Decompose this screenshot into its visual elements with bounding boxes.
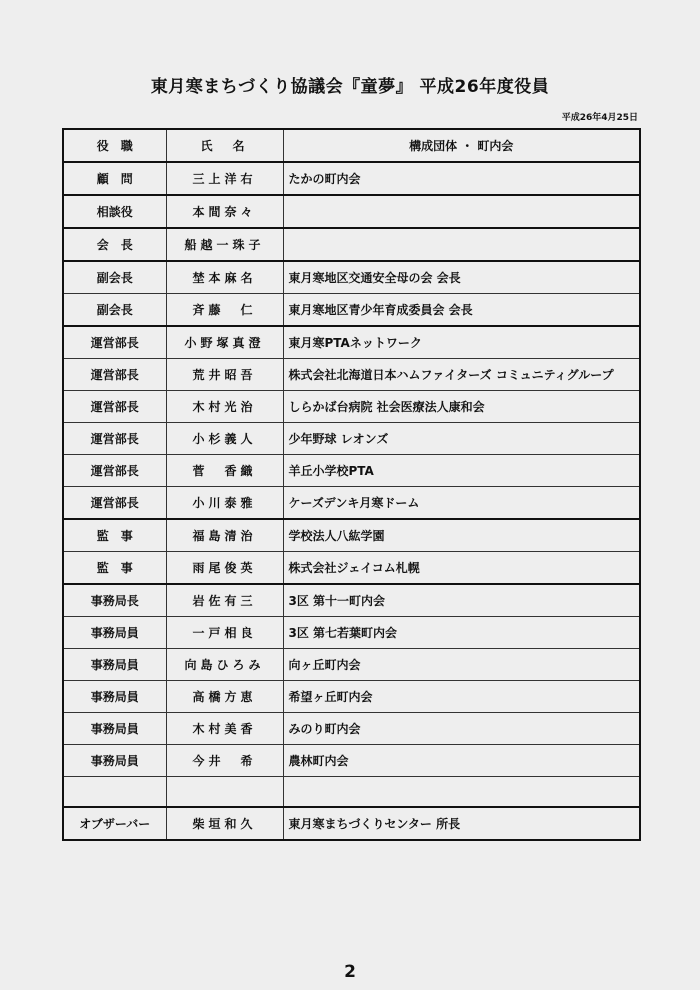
table-row	[63, 326, 640, 359]
row-role: 事務局員	[63, 617, 166, 649]
table-row	[63, 552, 640, 585]
row-role	[63, 777, 166, 808]
row-org: 3区 第十一町内会	[283, 584, 640, 617]
row-name: 埜本麻名	[166, 261, 283, 294]
table-row	[63, 391, 640, 423]
table-row	[63, 261, 640, 294]
row-org: 学校法人八紘学園	[283, 519, 640, 552]
row-org: 羊丘小学校PTA	[283, 455, 640, 487]
row-name: 柴垣和久	[166, 807, 283, 840]
row-org: たかの町内会	[283, 162, 640, 195]
table-row-empty	[63, 777, 640, 808]
row-name: 三上洋右	[166, 162, 283, 195]
row-role: 運営部長	[63, 326, 166, 359]
table-row	[63, 195, 640, 228]
row-role: 事務局員	[63, 713, 166, 745]
row-role: 副会長	[63, 261, 166, 294]
page-number: 2	[344, 962, 356, 982]
row-org	[283, 777, 640, 808]
officer-table	[62, 128, 641, 841]
row-org: 東月寒PTAネットワーク	[283, 326, 640, 359]
table-row	[63, 807, 640, 840]
row-role: 運営部長	[63, 455, 166, 487]
row-name: 今井 希	[166, 745, 283, 777]
row-org: 株式会社ジェイコム札幌	[283, 552, 640, 585]
row-name: 木村美香	[166, 713, 283, 745]
row-name: 小杉義人	[166, 423, 283, 455]
row-org: 3区 第七若葉町内会	[283, 617, 640, 649]
row-name: 岩佐有三	[166, 584, 283, 617]
row-org: 少年野球 レオンズ	[283, 423, 640, 455]
row-name: 木村光治	[166, 391, 283, 423]
row-org: みのり町内会	[283, 713, 640, 745]
table-row	[63, 584, 640, 617]
row-name: 高橋方恵	[166, 681, 283, 713]
table-row	[63, 519, 640, 552]
row-org: 東月寒地区青少年育成委員会 会長	[283, 294, 640, 327]
row-org	[283, 195, 640, 228]
row-role: 運営部長	[63, 423, 166, 455]
row-name: 雨尾俊英	[166, 552, 283, 585]
row-role: 運営部長	[63, 359, 166, 391]
table-row	[63, 423, 640, 455]
row-role: 事務局員	[63, 745, 166, 777]
row-org: 希望ヶ丘町内会	[283, 681, 640, 713]
row-role: 運営部長	[63, 391, 166, 423]
row-name: 荒井昭吾	[166, 359, 283, 391]
row-org: 東月寒地区交通安全母の会 会長	[283, 261, 640, 294]
table-row	[63, 162, 640, 195]
row-name: 本間奈々	[166, 195, 283, 228]
row-org: 向ヶ丘町内会	[283, 649, 640, 681]
header-role: 役 職	[63, 129, 166, 162]
row-org: ケーズデンキ月寒ドーム	[283, 487, 640, 520]
row-role: 副会長	[63, 294, 166, 327]
table-row	[63, 649, 640, 681]
row-role: 事務局員	[63, 649, 166, 681]
table-row	[63, 713, 640, 745]
row-name: 一戸相良	[166, 617, 283, 649]
row-org: 農林町内会	[283, 745, 640, 777]
table-row	[63, 294, 640, 327]
table-row	[63, 745, 640, 777]
row-role: 監 事	[63, 552, 166, 585]
row-role: 相談役	[63, 195, 166, 228]
table-row	[63, 359, 640, 391]
table-header-row	[63, 129, 640, 162]
table-row	[63, 487, 640, 520]
row-role: 監 事	[63, 519, 166, 552]
header-name: 氏 名	[166, 129, 283, 162]
row-name	[166, 777, 283, 808]
row-role: 運営部長	[63, 487, 166, 520]
row-role: オブザーバー	[63, 807, 166, 840]
row-name: 小野塚真澄	[166, 326, 283, 359]
page-title: 東月寒まちづくり協議会『童夢』 平成26年度役員	[150, 77, 550, 97]
row-role: 事務局員	[63, 681, 166, 713]
row-role: 会 長	[63, 228, 166, 261]
row-role: 事務局長	[63, 584, 166, 617]
table-row	[63, 617, 640, 649]
document-date: 平成26年4月25日	[561, 113, 638, 123]
row-name: 小川泰雅	[166, 487, 283, 520]
row-role: 顧 問	[63, 162, 166, 195]
row-org: 株式会社北海道日本ハムファイターズ コミュニティグループ	[283, 359, 640, 391]
table-row	[63, 681, 640, 713]
row-name: 向島ひろみ	[166, 649, 283, 681]
row-name: 福島清治	[166, 519, 283, 552]
row-name: 船越一珠子	[166, 228, 283, 261]
row-org	[283, 228, 640, 261]
row-org: 東月寒まちづくりセンター 所長	[283, 807, 640, 840]
table-row	[63, 228, 640, 261]
header-org: 構成団体 ・ 町内会	[283, 129, 640, 162]
row-name: 菅 香織	[166, 455, 283, 487]
row-org: しらかば台病院 社会医療法人康和会	[283, 391, 640, 423]
table-row	[63, 455, 640, 487]
row-name: 斉藤 仁	[166, 294, 283, 327]
